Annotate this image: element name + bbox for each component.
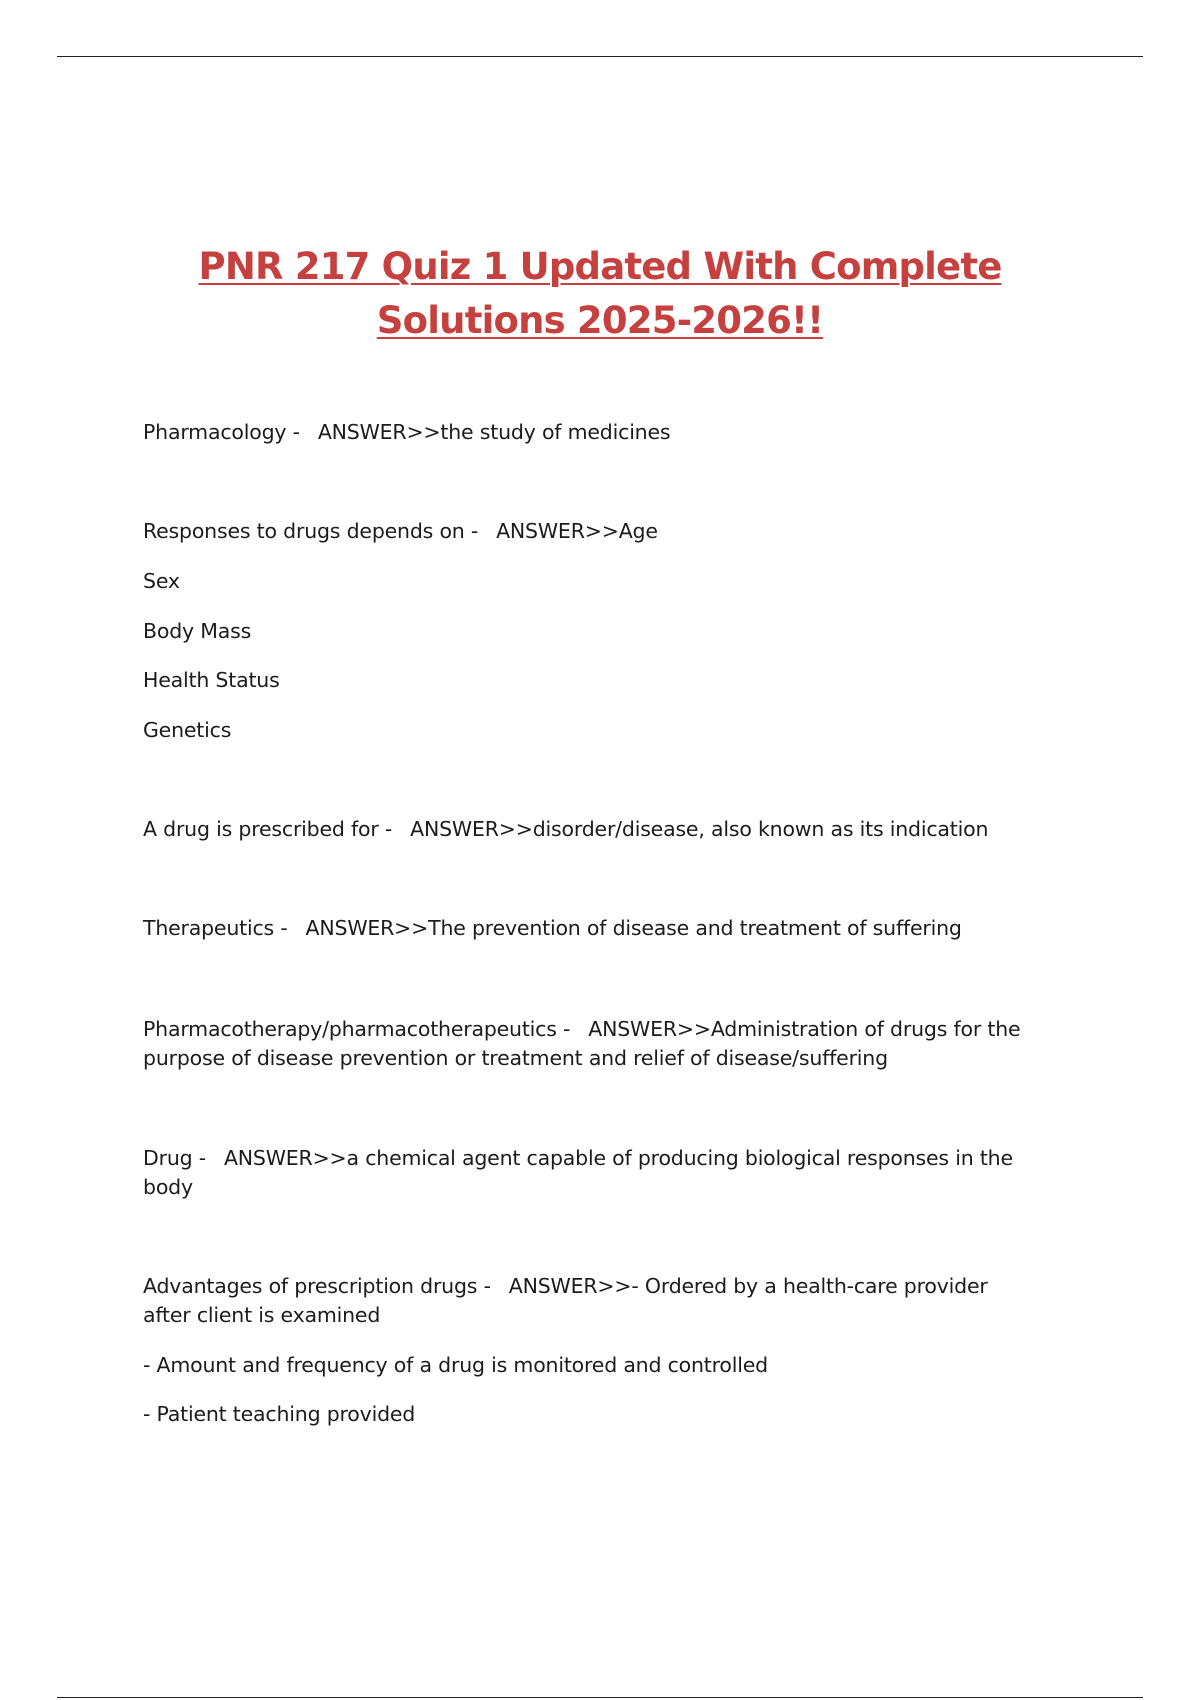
qa-line: [143, 1272, 1093, 1301]
answer: the study of medicines: [440, 420, 671, 444]
answer: a chemical agent capable of producing biological responses in the: [346, 1146, 1013, 1170]
qa-line: [143, 1144, 1093, 1173]
bottom-rule: [57, 1697, 1143, 1698]
term: Therapeutics -: [143, 916, 288, 940]
top-rule: [57, 56, 1143, 57]
qa-line: [143, 517, 1093, 546]
term: Pharmacotherapy/pharmacotherapeutics -: [143, 1017, 571, 1041]
answer-prefix: ANSWER>>: [317, 420, 441, 444]
answer-prefix: ANSWER>>: [223, 1146, 347, 1170]
answer: - Ordered by a health-care provider: [631, 1274, 988, 1298]
term: Advantages of prescription drugs -: [143, 1274, 491, 1298]
answer-prefix: ANSWER>>: [588, 1017, 711, 1041]
list-item: - Patient teaching provided: [143, 1402, 416, 1426]
answer-prefix: ANSWER>>: [410, 817, 533, 841]
list-item: Sex: [143, 569, 180, 593]
document-title: [0, 240, 1200, 348]
term: Responses to drugs depends on -: [143, 519, 479, 543]
qa-line: [143, 1015, 1093, 1044]
term: A drug is prescribed for -: [143, 817, 393, 841]
term: Pharmacology -: [143, 420, 300, 444]
qa-item-drug-prescribed-for: [143, 815, 988, 844]
list-item: Genetics: [143, 718, 232, 742]
term: Drug -: [143, 1146, 206, 1170]
answer-prefix: ANSWER>>: [508, 1274, 632, 1298]
answer-prefix: ANSWER>>: [305, 916, 429, 940]
qa-item-pharmacotherapy: [143, 1015, 1093, 1073]
answer: disorder/disease, also known as its indication: [532, 817, 989, 841]
title-line-2: Solutions 2025-2026!!: [376, 299, 824, 342]
qa-item-advantages-prescription: [143, 1272, 1093, 1429]
answer-continued: after client is examined: [143, 1303, 381, 1327]
qa-item-responses-to-drugs: [143, 517, 1093, 745]
answer-continued: body: [143, 1175, 193, 1199]
title-line-1: PNR 217 Quiz 1 Updated With Complete: [198, 245, 1002, 288]
list-item: Body Mass: [143, 619, 252, 643]
list-item: - Amount and frequency of a drug is monitored and controlled: [143, 1353, 768, 1377]
answer-prefix: ANSWER>>: [496, 519, 619, 543]
qa-item-drug: [143, 1144, 1093, 1202]
answer: The prevention of disease and treatment of suffering: [428, 916, 962, 940]
qa-item-therapeutics: [143, 914, 962, 943]
answer: Administration of drugs for the: [710, 1017, 1021, 1041]
answer-continued: purpose of disease prevention or treatment and relief of disease/suffering: [143, 1046, 888, 1070]
qa-item-pharmacology: [143, 418, 670, 447]
list-item: Health Status: [143, 668, 280, 692]
answer: Age: [618, 519, 658, 543]
